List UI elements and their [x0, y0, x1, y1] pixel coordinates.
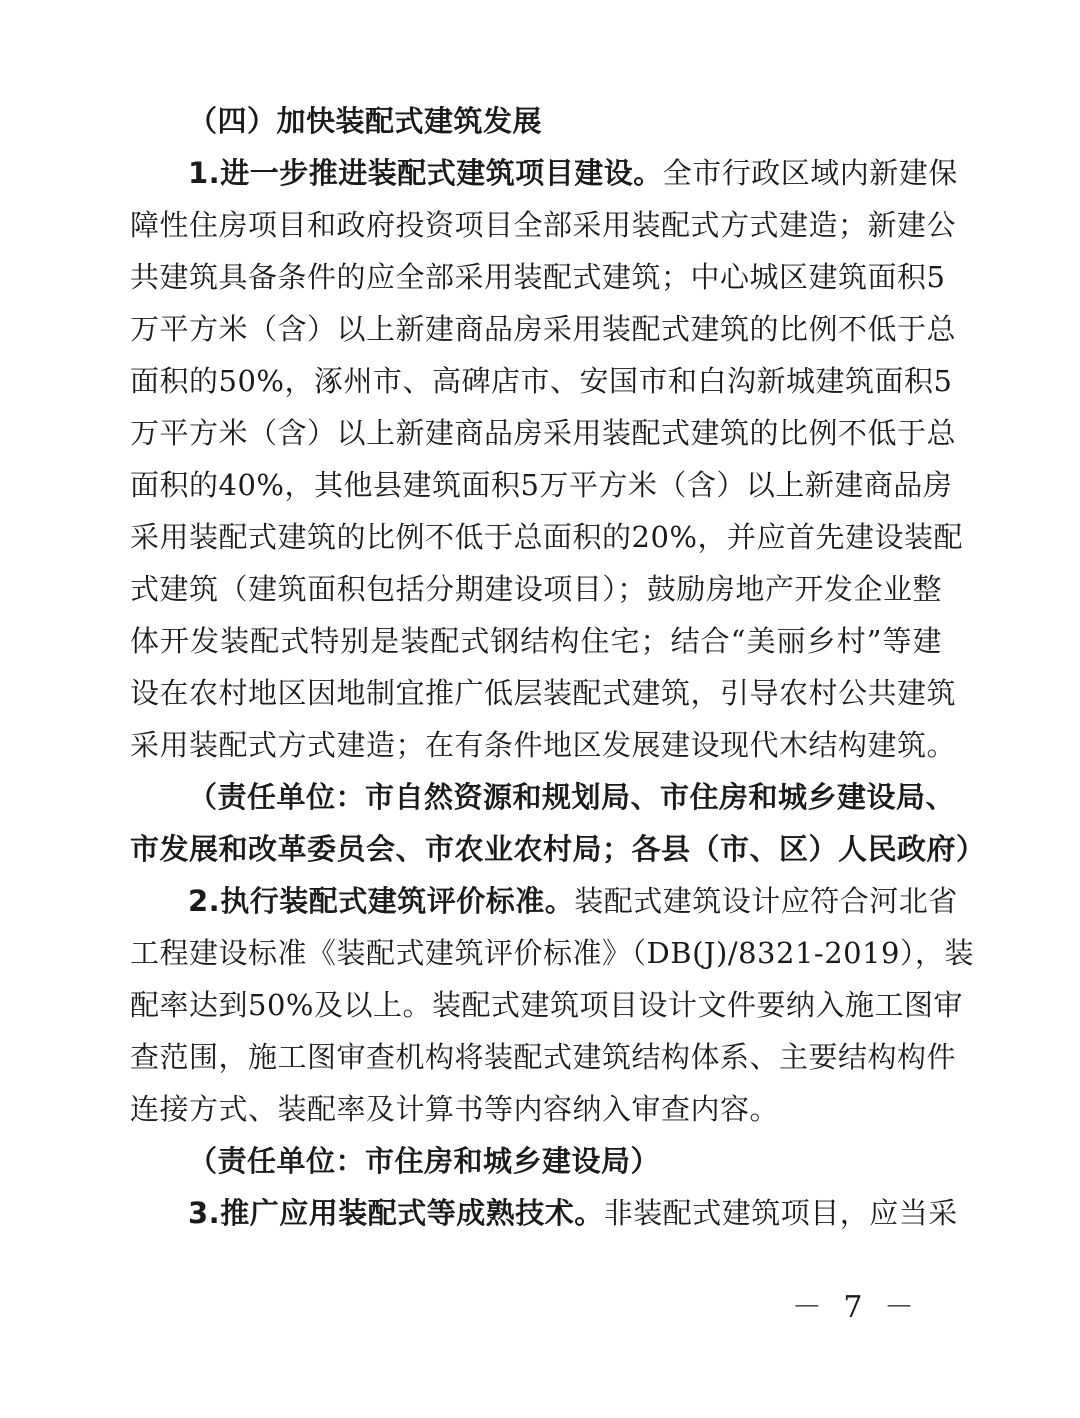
paragraph-line — [130, 147, 958, 199]
paragraph-line: 体开发装配式特别是装配式钢结构住宅；结合“美丽乡村”等建 — [130, 624, 942, 658]
item-heading: 1.进一步推进装配式建筑项目建设。 — [188, 156, 663, 190]
paragraph-line: 采用装配式方式建造；在有条件地区发展建设现代木结构建筑。 — [130, 728, 957, 762]
paragraph-line: 工程建设标准《装配式建筑评价标准》（DB(J)/8321-2019），装 — [130, 936, 974, 970]
responsibility-line: （责任单位：市住房和城乡建设局） — [188, 1144, 661, 1178]
section-heading: （四）加快装配式建筑发展 — [188, 104, 543, 138]
paragraph-line: 万平方米（含）以上新建商品房采用装配式建筑的比例不低于总 — [130, 416, 957, 450]
document-body — [130, 95, 986, 1239]
paragraph-line: 障性住房项目和政府投资项目全部采用装配式方式建造；新建公 — [130, 208, 957, 242]
paragraph-text: 装配式建筑设计应符合河北省 — [574, 884, 958, 918]
item-heading: 3.推广应用装配式等成熟技术。 — [188, 1196, 604, 1230]
paragraph-line: 采用装配式建筑的比例不低于总面积的20%，并应首先建设装配 — [130, 520, 963, 554]
paragraph-line — [130, 875, 958, 927]
responsibility-line: 市发展和改革委员会、市农业农村局；各县（市、区）人民政府） — [130, 832, 986, 866]
paragraph-text: 非装配式建筑项目，应当采 — [603, 1196, 958, 1230]
paragraph-line: 式建筑（建筑面积包括分期建设项目）；鼓励房地产开发企业整 — [130, 572, 942, 606]
paragraph-line: 连接方式、装配率及计算书等内容纳入审查内容。 — [130, 1092, 780, 1126]
paragraph-line — [130, 1187, 958, 1239]
paragraph-line: 查范围，施工图审查机构将装配式建筑结构体系、主要结构构件 — [130, 1040, 957, 1074]
paragraph-line: 配率达到50%及以上。装配式建筑项目设计文件要纳入施工图审 — [130, 988, 963, 1022]
page-number: － 7 － — [791, 1290, 920, 1325]
item-heading: 2.执行装配式建筑评价标准。 — [188, 884, 575, 918]
paragraph-text: 全市行政区域内新建保 — [662, 156, 958, 190]
paragraph-line: 设在农村地区因地制宜推广低层装配式建筑，引导农村公共建筑 — [130, 676, 957, 710]
paragraph-line: 共建筑具备条件的应全部采用装配式建筑；中心城区建筑面积5 — [130, 260, 946, 294]
paragraph-line: 面积的40%，其他县建筑面积5万平方米（含）以上新建商品房 — [130, 468, 953, 502]
responsibility-line: （责任单位：市自然资源和规划局、市住房和城乡建设局、 — [188, 780, 956, 814]
paragraph-line: 万平方米（含）以上新建商品房采用装配式建筑的比例不低于总 — [130, 312, 957, 346]
paragraph-line: 面积的50%，涿州市、高碑店市、安国市和白沟新城建筑面积5 — [130, 364, 953, 398]
